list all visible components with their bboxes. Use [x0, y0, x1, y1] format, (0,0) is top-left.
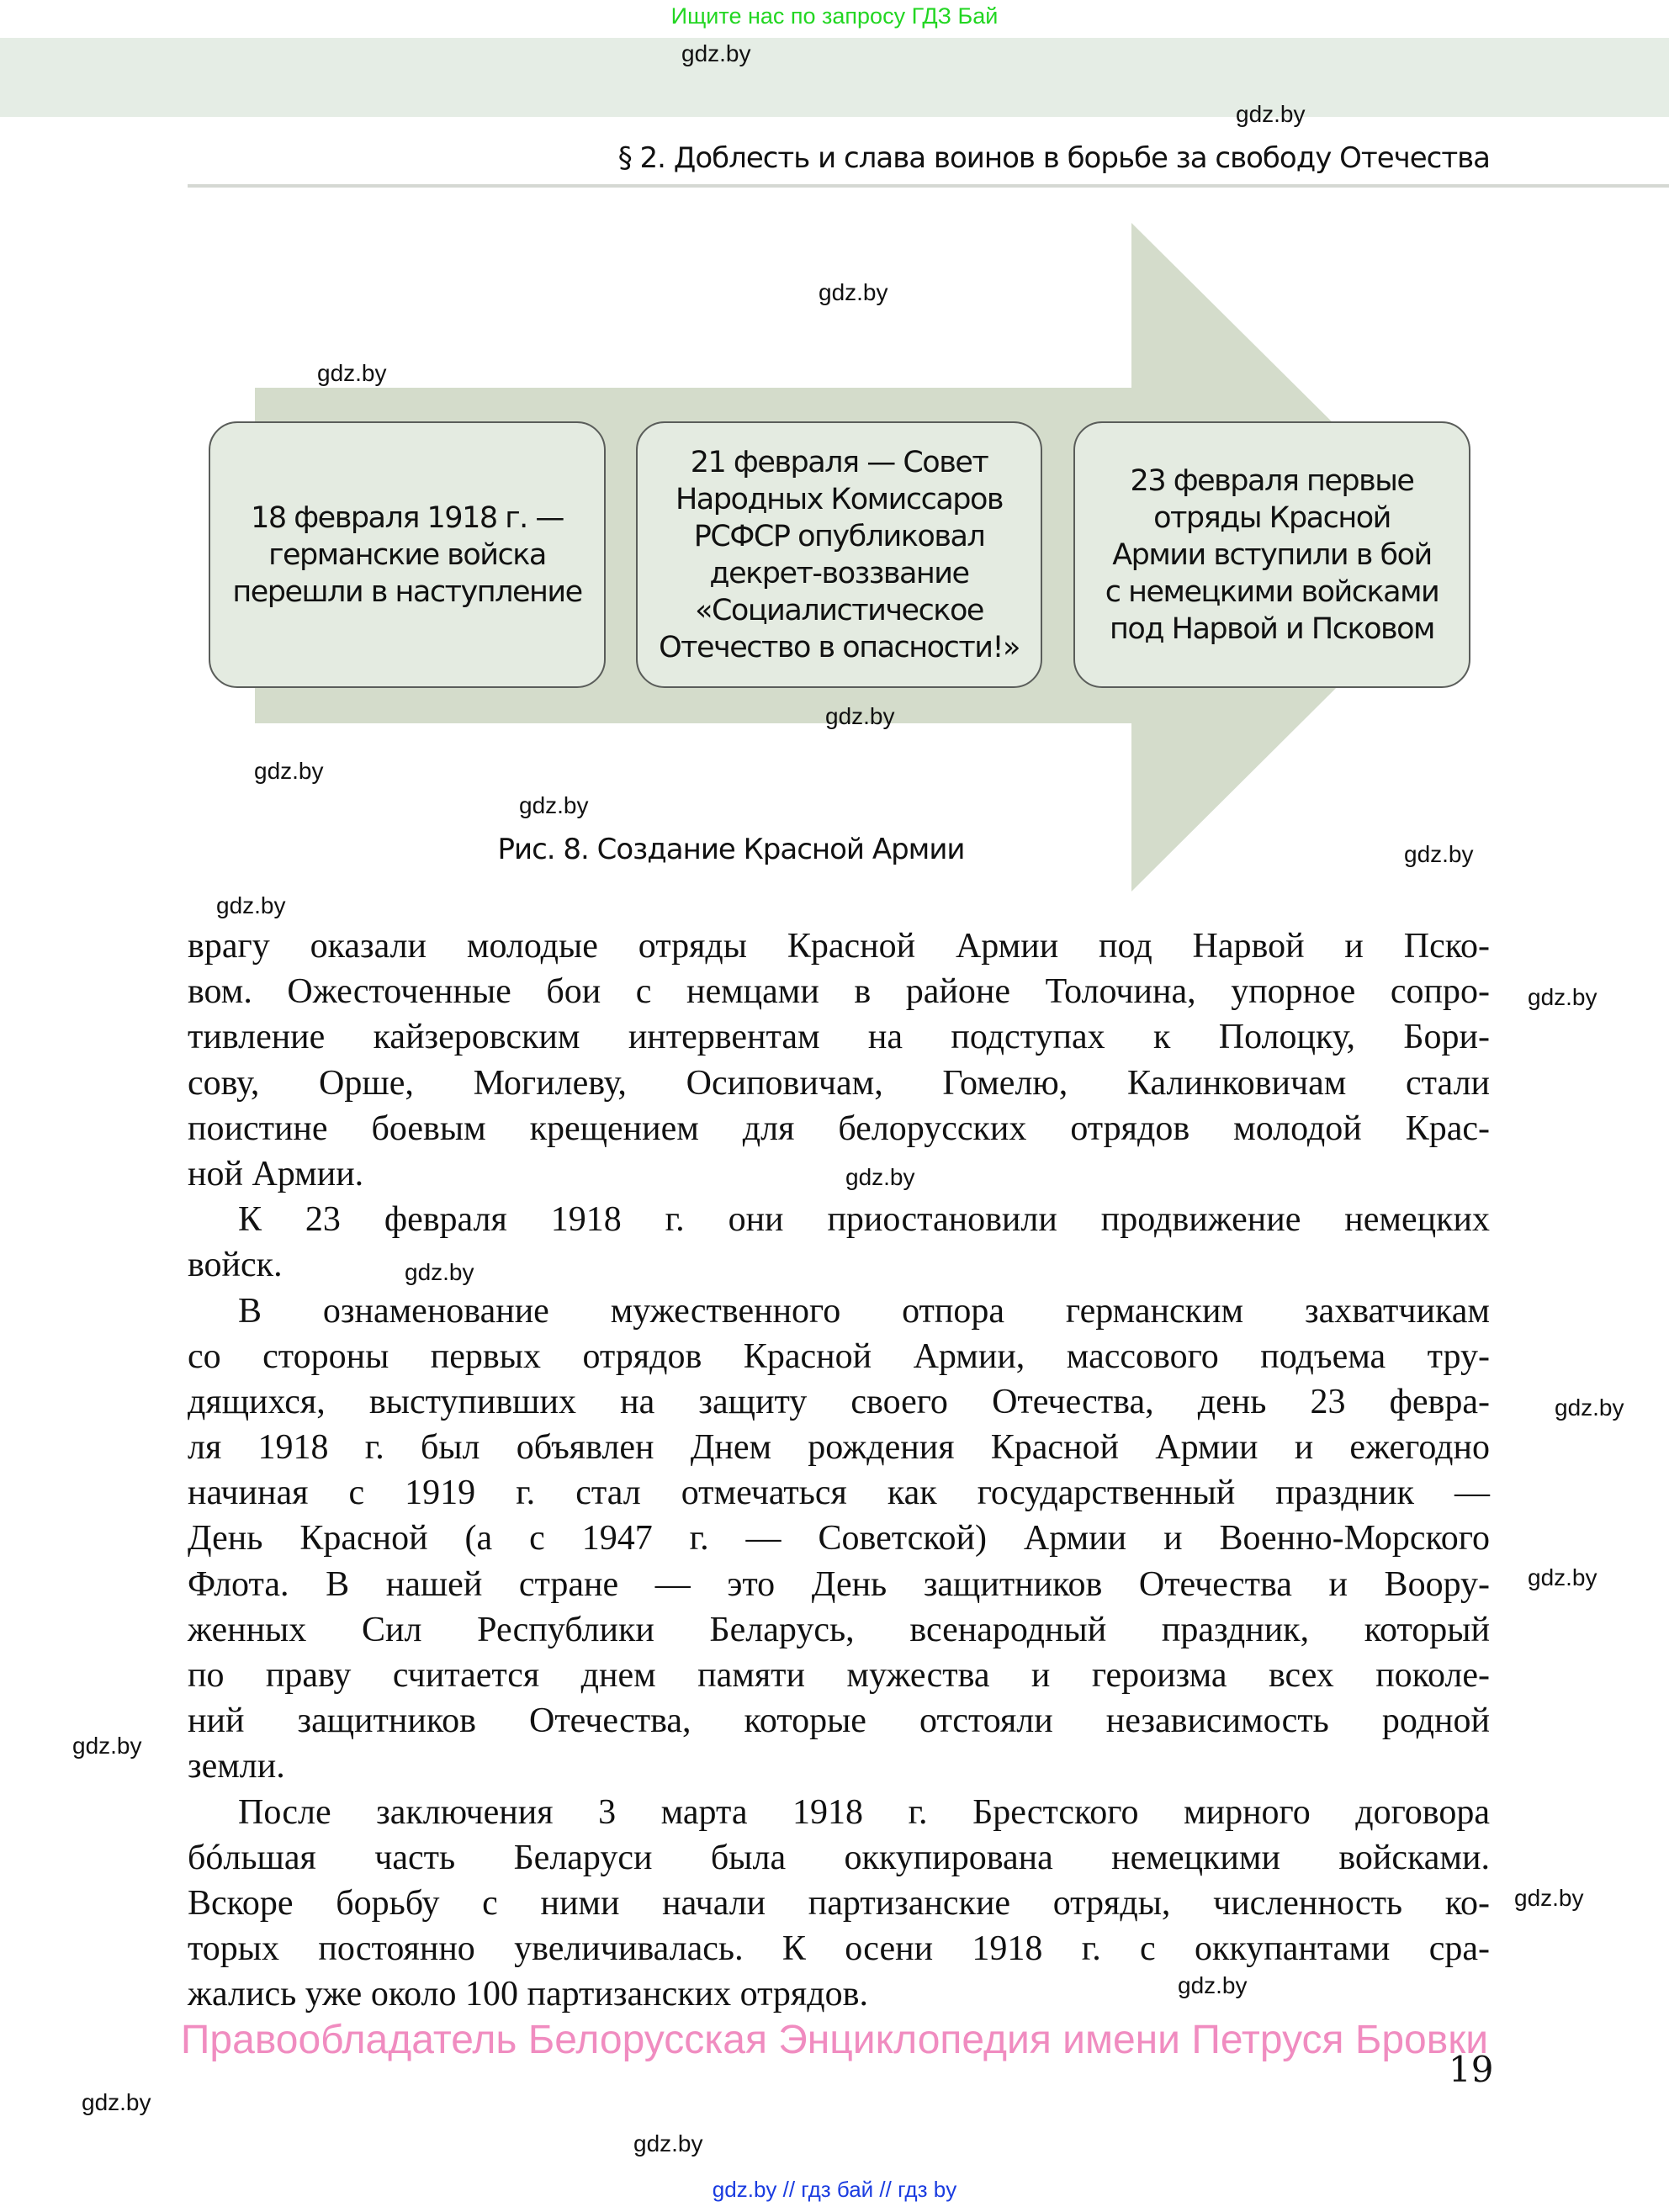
site-links[interactable]: gdz.by // гдз бай // гдз by	[712, 2177, 957, 2202]
watermark: gdz.by	[825, 703, 895, 729]
watermark: gdz.by	[405, 1259, 474, 1285]
watermark: gdz.by	[72, 1733, 142, 1759]
section-title: § 2. Доблесть и слава воинов в борьбе за свободу Отечества	[617, 141, 1490, 175]
watermark: gdz.by	[845, 1164, 915, 1190]
watermark: gdz.by	[1528, 1564, 1597, 1590]
watermark: gdz.by	[1528, 984, 1597, 1010]
figure-caption: Рис. 8. Создание Красной Армии	[497, 833, 965, 866]
text-line: земли.	[188, 1747, 285, 1786]
text-line: женных Сил Республики Беларусь, всенародный праздник, который	[188, 1610, 1490, 1649]
copyright-notice: Правообладатель Белорусская Энциклопедия имени Петруся Бровки	[180, 2018, 1489, 2062]
timeline-box-feb21: 21 февраля — Совет Народных Комиссаров РСФСР опубликовал декрет-воззвание «Социалистическое Отечество в опасности!»	[636, 421, 1042, 688]
text-line: тивление кайзеровским интервентам на подступах к Полоцку, Бори-	[188, 1018, 1490, 1057]
watermark: gdz.by	[519, 792, 589, 818]
watermark: gdz.by	[1404, 841, 1474, 867]
text-line: по праву считается днем памяти мужества и героизма всех поколе-	[188, 1656, 1490, 1695]
text-line: День Красной (а с 1947 г. — Советской) Армии и Военно-Морского	[188, 1519, 1490, 1558]
watermark: gdz.by	[819, 279, 888, 305]
watermark: gdz.by	[1236, 101, 1306, 127]
timeline-box-feb18: 18 февраля 1918 г. — германские войска перешли в наступление	[209, 421, 606, 688]
watermark: gdz.by	[254, 758, 324, 784]
text-line: дящихся, выступивших на защиту своего Отечества, день 23 февра-	[188, 1382, 1490, 1421]
text-line: К 23 февраля 1918 г. они приостановили продвижение немецких	[238, 1200, 1490, 1240]
text-line: сову, Орше, Могилеву, Осиповичам, Гомелю, Калинковичам стали	[188, 1063, 1490, 1103]
watermark: gdz.by	[681, 40, 751, 66]
text-line: В ознаменование мужественного отпора германским захватчикам	[238, 1291, 1490, 1331]
watermark: gdz.by	[1514, 1885, 1584, 1911]
text-line: ля 1918 г. был объявлен Днем рождения Красной Армии и ежегодно	[188, 1428, 1490, 1468]
text-line: торых постоянно увеличивалась. К осени 1918 г. с оккупантами сра-	[188, 1929, 1490, 1969]
text-line: Вскоре борьбу с ними начали партизанские отряды, численность ко-	[188, 1883, 1490, 1923]
text-line: начиная с 1919 г. стал отмечаться как государственный праздник —	[188, 1474, 1490, 1513]
search-hint: Ищите нас по запросу ГДЗ Бай	[670, 3, 999, 29]
text-line: со стороны первых отрядов Красной Армии, массового подъема тру-	[188, 1336, 1490, 1376]
text-line: Флота. В нашей стране — это День защитников Отечества и Воору-	[188, 1564, 1490, 1604]
text-line: поистине боевым крещением для белорусских отрядов молодой Крас-	[188, 1109, 1490, 1148]
watermark: gdz.by	[633, 2130, 703, 2156]
text-line: ний защитников Отечества, которые отстояли независимость родной	[188, 1701, 1490, 1741]
text-line: вом. Ожесточенные бои с немцами в районе Толочина, упорное сопро-	[188, 972, 1490, 1012]
text-line: войск.	[188, 1246, 283, 1285]
body-text	[188, 923, 1490, 2018]
watermark: gdz.by	[317, 360, 387, 386]
text-line: жались уже около 100 партизанских отрядов.	[188, 1975, 868, 2014]
text-line: ной Армии.	[188, 1154, 364, 1193]
timeline-box-feb23: 23 февраля первые отряды Красной Армии вступили в бой с немецкими войсками под Нарвой и Псковом	[1073, 421, 1470, 688]
watermark: gdz.by	[82, 2089, 151, 2115]
text-line: врагу оказали молодые отряды Красной Армии под Нарвой и Пско-	[188, 927, 1490, 966]
text-line: После заключения 3 марта 1918 г. Брестского мирного договора	[238, 1792, 1490, 1832]
text-line: бóльшая часть Беларуси была оккупирована немецкими войсками.	[188, 1838, 1490, 1877]
watermark: gdz.by	[1555, 1394, 1624, 1421]
page-number: 19	[1449, 2049, 1494, 2090]
watermark: gdz.by	[216, 892, 286, 918]
watermark: gdz.by	[1178, 1972, 1248, 1998]
